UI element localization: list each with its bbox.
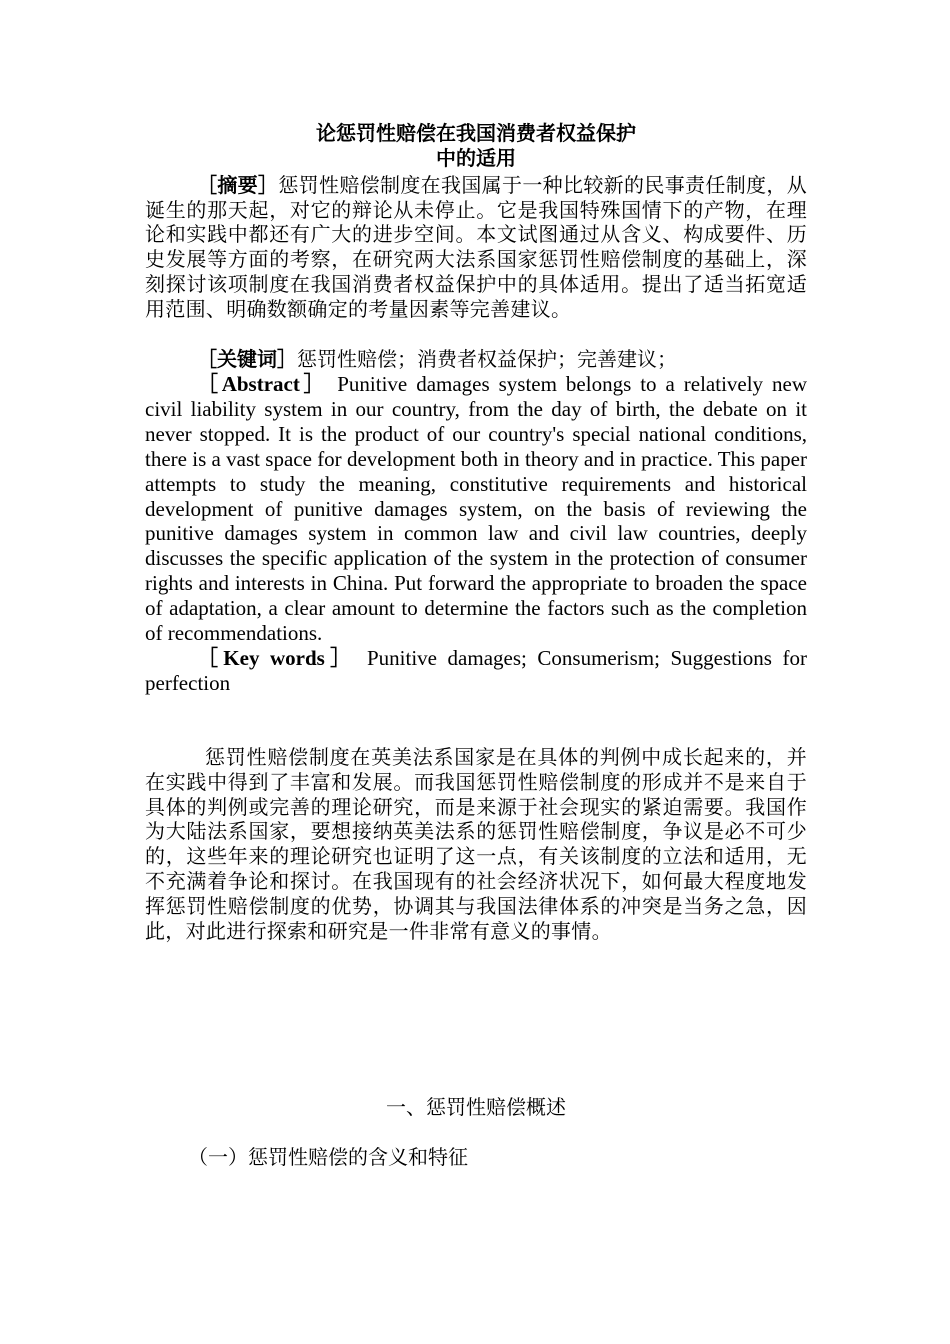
paper-title — [145, 121, 807, 171]
keywords-cn-label: ［关键词］ — [197, 347, 297, 371]
keywords-en-text: Punitive damages; Consumerism; Suggestions for perfection — [145, 646, 808, 695]
abstract-en-label: ［Abstract］ — [197, 372, 329, 396]
abstract-en-text: Punitive damages system belongs to a relatively new civil liability system in our country, from the day of birth, the debate on it never stopped. It is the product of our country's special national conditions, there is a vast space for development both in theory and in practice. This paper attempts to study the meaning, constitutive requirements and historical development of punitive damages system, on the basis of reviewing the punitive damages system in common law and civil law countries, deeply discusses the specific application of the system in the protection of consumer rights and interests in China. Put forward the appropriate to broaden the space of adaptation, a clear amount to determine the factors such as the completion of recommendations. — [145, 372, 807, 646]
intro-paragraph: 惩罚性赔偿制度在英美法系国家是在具体的判例中成长起来的，并在实践中得到了丰富和发展。而我国惩罚性赔偿制度的形成并不是来自于具体的判例或完善的理论研究，而是来源于社会现实的紧迫需要。我国作为大陆法系国家，要想接纳英美法系的惩罚性赔偿制度，争议是必不可少的，这些年来的理论研究也证明了这一点，有关该制度的立法和适用，无不充满着争论和探讨。在我国现有的社会经济状况下，如何最大程度地发挥惩罚性赔偿制度的优势，协调其与我国法律体系的冲突是当务之急，因此，对此进行探索和研究是一件非常有意义的事情。 — [145, 745, 807, 943]
keywords-cn-paragraph — [145, 347, 807, 372]
abstract-cn-paragraph — [145, 173, 807, 321]
keywords-en-paragraph — [145, 646, 807, 696]
subsection-heading: （一）惩罚性赔偿的含义和特征 — [188, 1145, 468, 1169]
title-line-1: 论惩罚性赔偿在我国消费者权益保护 — [316, 121, 636, 145]
keywords-en-label: ［Key words］ — [197, 646, 357, 670]
abstract-en-paragraph — [145, 372, 807, 646]
title-line-2: 中的适用 — [436, 146, 516, 170]
keywords-cn-text: 惩罚性赔偿；消费者权益保护；完善建议； — [297, 347, 677, 371]
section-heading: 一、惩罚性赔偿概述 — [386, 1095, 566, 1119]
abstract-cn-text: 惩罚性赔偿制度在我国属于一种比较新的民事责任制度，从诞生的那天起，对它的辩论从未停止。它是我国特殊国情下的产物，在理论和实践中都还有广大的进步空间。本文试图通过从含义、构成要件、历史发展等方面的考察，在研究两大法系国家惩罚性赔偿制度的基础上，深刻探讨该项制度在我国消费者权益保护中的具体适用。提出了适当拓宽适用范围、明确数额确定的考量因素等完善建议。 — [145, 173, 807, 321]
abstract-cn-label: ［摘要］ — [197, 173, 279, 197]
